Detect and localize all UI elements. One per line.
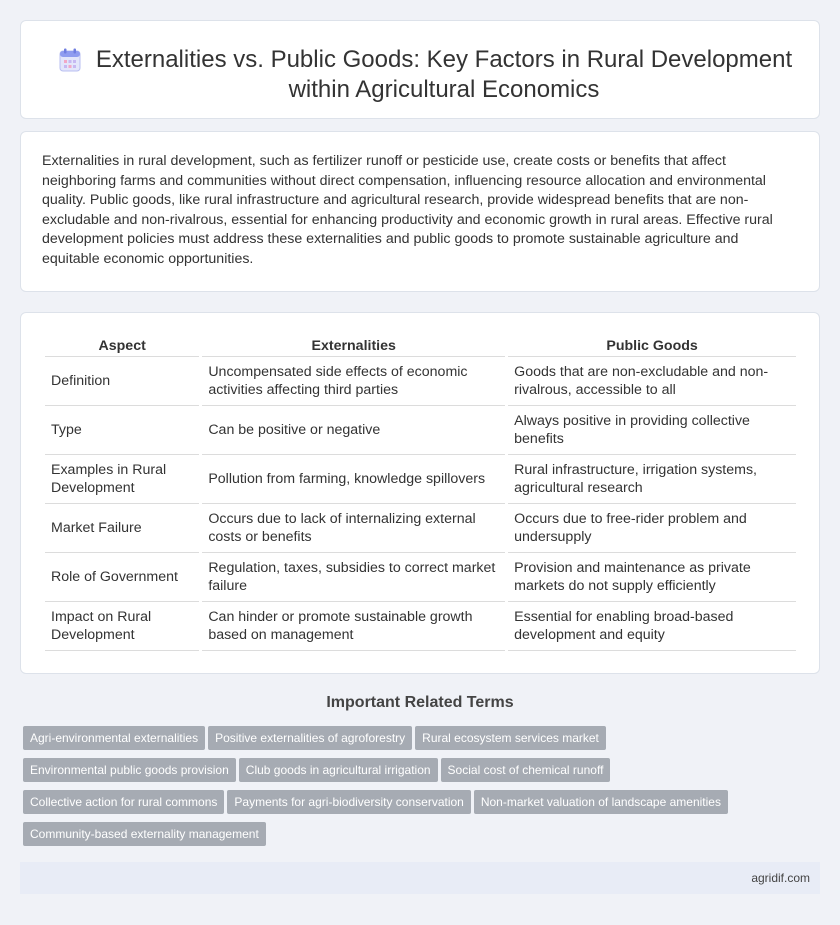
related-term-tag[interactable]: Non-market valuation of landscape amenities (474, 790, 728, 814)
related-terms-list (23, 726, 783, 854)
row-public-goods: Rural infrastructure, irrigation systems, agricultural research (508, 455, 796, 504)
row-aspect: Examples in Rural Development (45, 455, 199, 504)
table-row (45, 406, 796, 455)
table-row (45, 602, 796, 651)
row-externalities: Pollution from farming, knowledge spillovers (202, 455, 505, 504)
calendar-icon (59, 48, 81, 72)
comparison-card (20, 312, 820, 674)
row-public-goods: Provision and maintenance as private markets do not supply efficiently (508, 553, 796, 602)
footer-site-link[interactable]: agridif.com (751, 871, 810, 885)
related-term-tag[interactable]: Collective action for rural commons (23, 790, 224, 814)
row-aspect: Market Failure (45, 504, 199, 553)
row-aspect: Definition (45, 357, 199, 406)
row-aspect: Impact on Rural Development (45, 602, 199, 651)
table-header-row (45, 333, 796, 357)
header-aspect: Aspect (45, 333, 199, 357)
row-externalities: Occurs due to lack of internalizing external costs or benefits (202, 504, 505, 553)
related-term-tag[interactable]: Community-based externality management (23, 822, 266, 846)
header-externalities: Externalities (202, 333, 505, 357)
row-public-goods: Occurs due to free-rider problem and undersupply (508, 504, 796, 553)
table-row (45, 455, 796, 504)
table-row (45, 553, 796, 602)
title-card (20, 20, 820, 119)
related-term-tag[interactable]: Rural ecosystem services market (415, 726, 606, 750)
related-term-tag[interactable]: Agri-environmental externalities (23, 726, 205, 750)
row-aspect: Type (45, 406, 199, 455)
table-row (45, 357, 796, 406)
row-public-goods: Essential for enabling broad-based development and equity (508, 602, 796, 651)
intro-paragraph: Externalities in rural development, such as fertilizer runoff or pesticide use, create costs or benefits that affect neighboring farms and communities without direct compensation, influencing resource allocation and environmental quality. Public goods, like rural infrastructure and agricultural research, provide widespread benefits that are non-excludable and non-rivalrous, essential for enhancing productivity and economic growth in rural areas. Effective rural development policies must address these externalities and public goods to promote sustainable agriculture and equitable economic opportunities. (42, 153, 773, 267)
comparison-table (42, 333, 799, 651)
intro-card (20, 131, 820, 292)
related-terms-title: Important Related Terms (326, 694, 514, 711)
related-term-tag[interactable]: Club goods in agricultural irrigation (239, 758, 438, 782)
related-term-tag[interactable]: Social cost of chemical runoff (441, 758, 611, 782)
page-title: Externalities vs. Public Goods: Key Factors in Rural Development within Agricultural Economics (95, 46, 793, 103)
row-externalities: Can be positive or negative (202, 406, 505, 455)
row-externalities: Can hinder or promote sustainable growth based on management (202, 602, 505, 651)
footer (20, 862, 820, 894)
row-externalities: Uncompensated side effects of economic activities affecting third parties (202, 357, 505, 406)
row-public-goods: Always positive in providing collective benefits (508, 406, 796, 455)
header-public-goods: Public Goods (508, 333, 796, 357)
table-row (45, 504, 796, 553)
row-aspect: Role of Government (45, 553, 199, 602)
row-externalities: Regulation, taxes, subsidies to correct market failure (202, 553, 505, 602)
related-term-tag[interactable]: Environmental public goods provision (23, 758, 236, 782)
related-term-tag[interactable]: Positive externalities of agroforestry (208, 726, 412, 750)
row-public-goods: Goods that are non-excludable and non-rivalrous, accessible to all (508, 357, 796, 406)
related-term-tag[interactable]: Payments for agri-biodiversity conservation (227, 790, 470, 814)
